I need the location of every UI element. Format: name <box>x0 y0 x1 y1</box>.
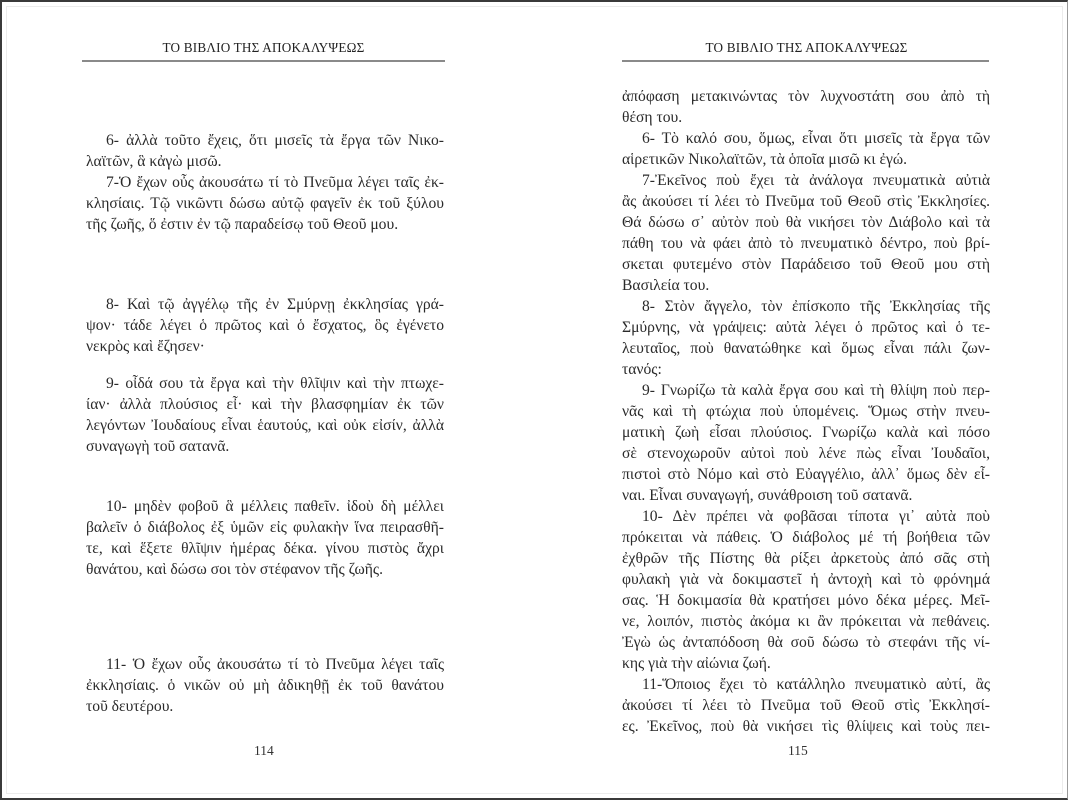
right-page <box>534 0 1068 800</box>
text-line: ἐχθρῶν τῆς Πίστης θὰ ρίξει ἀρκετοὺς ἀπό σᾶς στὴ <box>622 550 990 567</box>
text-line: Θά δώσω σ᾽ αὐτὸν ποὺ θὰ νικήσει τὸν Διάβολο καὶ τὰ <box>622 214 990 231</box>
text-line: λεγόντων Ἰουδαίους εἶναι ἑαυτούς, καὶ οὐκ εἰσίν, ἀλλὰ <box>86 417 444 434</box>
text-line: 10- μηδὲν φοβοῦ ἃ μέλλεις παθεῖν. ἰδοὺ δὴ μέλλει <box>106 498 444 515</box>
text-line: 9- Γνωρίζω τὰ καλὰ ἔργα σου καὶ τὴ θλίψη ποὺ περ- <box>642 382 990 399</box>
text-line: 11-Ὅποιος ἔχει τὸ κατάλληλο πνευματικὸ αὐτί, ἂς <box>642 676 990 693</box>
text-line: τοῦ δευτέρου. <box>86 698 174 715</box>
text-line: Σμύρνης, νὰ γράψεις: αὐτὰ λέγει ὁ πρῶτος καὶ ὁ τε- <box>622 319 990 336</box>
page-number: 115 <box>788 743 808 758</box>
text-line: πιστοὶ στὸ Νόμο καὶ στὸ Εὐαγγέλιο, ἀλλ᾽ ὅμως δὲν εἶ- <box>622 466 990 483</box>
header-rule <box>622 60 989 62</box>
text-line: νε, λοιπόν, πιστὸς ἀκόμα κι ἂν πρόκειται νὰ πεθάνεις. <box>622 613 990 630</box>
text-line: ες. Ἐκεῖνος, ποὺ θὰ νικήσει τὶς θλίψεις καὶ τοὺς πει- <box>622 718 990 735</box>
text-line: ίαν· ἀλλὰ πλούσιος εἶ· καὶ τὴν βλασφημίαν ἐκ τῶν <box>86 396 444 413</box>
text-line: σας. Ἡ δοκιμασία θὰ κρατήσει μόνο δέκα μέρες. Μεῖ- <box>622 592 990 609</box>
text-line: βαλεῖν ὁ διάβολος ἐξ ὑμῶν εἰς φυλακὴν ἵνα πειρασθῆ- <box>86 519 444 536</box>
text-line: τε, καὶ ἕξετε θλῖψιν ἡμέρας δέκα. γίνου πιστὸς ἄχρι <box>86 540 444 557</box>
header-rule <box>82 60 445 62</box>
text-line: ἀκούσει τί λέει τὸ Πνεῦμα τοῦ Θεοῦ στὶς Ἐκκλησί- <box>622 697 990 714</box>
text-line: συναγωγὴ τοῦ σατανᾶ. <box>86 438 230 455</box>
text-line: 6- Τὸ καλό σου, ὅμως, εἶναι ὅτι μισεῖς τὰ ἔργα τῶν <box>642 130 990 147</box>
running-head: ΤΟ ΒΙΒΛΙΟ ΤΗΣ ΑΠΟΚΑΛΥΨΕΩΣ <box>162 40 365 55</box>
text-line: τανός: <box>622 361 662 378</box>
text-line: φυλακὴ γιὰ νὰ δοκιμαστεῖ ἡ ἀντοχὴ καὶ τὸ φρόνημά <box>622 571 990 588</box>
page-number: 114 <box>254 743 274 758</box>
text-line: ἐκκλησίαις. ὁ νικῶν οὐ μὴ ἀδικηθῇ ἐκ τοῦ θανάτου <box>86 677 444 694</box>
text-line: 11- Ὁ ἔχων οὖς ἀκουσάτω τί τὸ Πνεῦμα λέγει ταῖς <box>106 656 444 673</box>
text-line: τῆς ζωῆς, ὅ ἐστιν ἐν τῷ παραδείσῳ τοῦ Θεοῦ μου. <box>86 216 399 233</box>
text-line: ναι. Εἶναι συναγωγή, συνάθροιση τοῦ σατανᾶ. <box>622 487 913 504</box>
text-line: 9- οἶδά σου τὰ ἔργα καὶ τὴν θλῖψιν καὶ τὴν πτωχε- <box>106 375 444 392</box>
text-line: νᾶς καὶ τὴ φτώχια ποὺ ὑπομένεις. Ὅμως στὴν πνευ- <box>622 403 990 420</box>
text-line: κης γιὰ τὴν αἰώνια ζωή. <box>622 655 771 672</box>
text-line: κλησίαις. Τῷ νικῶντι δώσω αὐτῷ φαγεῖν ἐκ τοῦ ξύλου <box>86 195 444 212</box>
text-line: ψον· τάδε λέγει ὁ πρῶτος καὶ ὁ ἔσχατος, ὃς ἐγένετο <box>86 317 444 334</box>
text-line: 6- ἀλλὰ τοῦτο ἔχεις, ὅτι μισεῖς τὰ ἔργα τῶν Νικο- <box>106 132 444 149</box>
text-line: ἀπόφαση μετακινώντας τὸν λυχνοστάτη σου ἀπὸ τὴ <box>622 88 990 105</box>
text-line: 10- Δὲν πρέπει νὰ φοβᾶσαι τίποτα γι᾽ αὐτὰ ποὺ <box>642 508 990 525</box>
text-line: ματικὴ ζωὴ εἶσαι πλούσιος. Γνωρίζω καλὰ καὶ πόσο <box>622 424 990 441</box>
running-head: ΤΟ ΒΙΒΛΙΟ ΤΗΣ ΑΠΟΚΑΛΥΨΕΩΣ <box>705 40 908 55</box>
text-line: 8- Στὸν ἄγγελο, τὸν ἐπίσκοπο τῆς Ἐκκλησίας τῆς <box>642 298 990 315</box>
text-line: θέση του. <box>622 109 683 126</box>
text-line: ἂς ἀκούσει τί λέει τὸ Πνεῦμα τοῦ Θεοῦ στὶς Ἐκκλησίες. <box>622 193 990 210</box>
text-line: λαϊτῶν, ἃ κἀγὼ μισῶ. <box>86 153 222 170</box>
text-line: αἱρετικῶν Νικολαϊτῶν, τὰ ὁποῖα μισῶ κι ἐγώ. <box>622 151 908 168</box>
text-line: πάθη του νὰ φάει ἀπὸ τὸ πνευματικὸ δέντρο, ποὺ βρί- <box>622 235 990 252</box>
text-line: σὲ στενοχωροῦν αὐτοὶ ποὺ λένε πὼς εἶναι Ἰουδαῖοι, <box>622 445 990 462</box>
text-line: λευταῖος, ποὺ θανατώθηκε καὶ ὅμως εἶναι πάλι ζων- <box>622 340 990 357</box>
text-line: σκεται φυτεμένο στὸν Παράδεισο τοῦ Θεοῦ μου στὴ <box>622 256 990 273</box>
text-line: 7-Ὁ ἔχων οὖς ἀκουσάτω τί τὸ Πνεῦμα λέγει ταῖς ἐκ- <box>106 174 444 191</box>
text-line: 8- Καὶ τῷ ἀγγέλῳ τῆς ἐν Σμύρνῃ ἐκκλησίας γρά- <box>106 296 444 313</box>
text-line: θανάτου, καὶ δώσω σοι τὸν στέφανον τῆς ζωῆς. <box>86 561 383 578</box>
text-line: 7-Ἐκεῖνος ποὺ ἔχει τὰ ἀνάλογα πνευματικὰ αὐτιὰ <box>642 172 990 189</box>
text-line: Βασιλεία του. <box>622 277 710 294</box>
text-line: νεκρὸς καὶ ἔζησεν· <box>86 338 205 355</box>
text-line: πρόκειται νὰ πάθεις. Ὁ διάβολος μέ τή βοήθεια τῶν <box>622 529 990 546</box>
text-line: Ἐγὼ ὡς ἀνταπόδοση θὰ σοῦ δώσω τὸ στεφάνι τῆς νί- <box>622 634 990 651</box>
